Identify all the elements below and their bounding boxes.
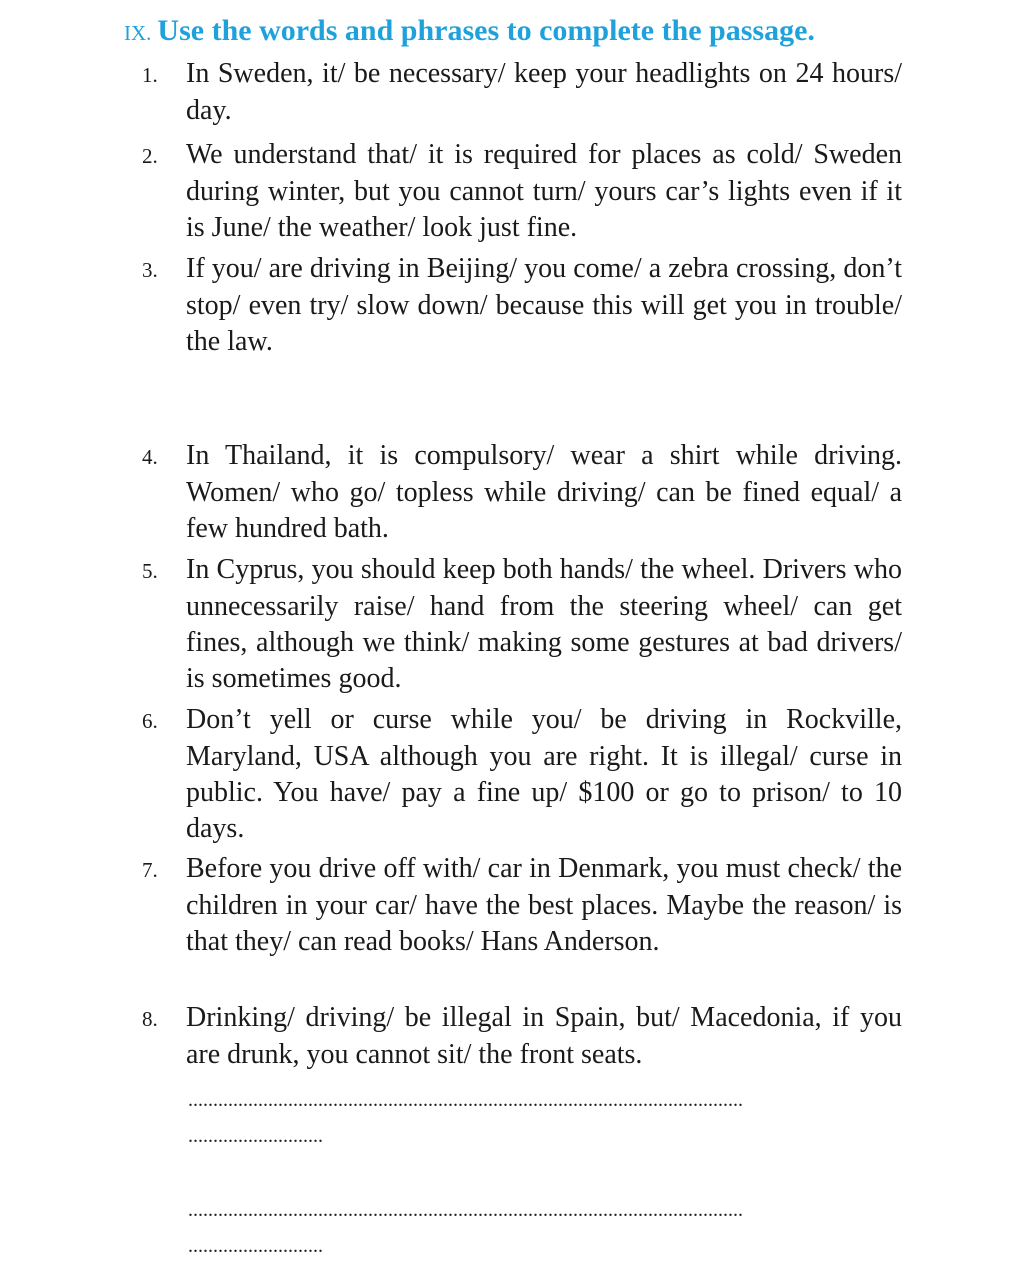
item-number: 4. — [142, 445, 158, 469]
item-text: In Sweden, it/ be necessary/ keep your headlights on 24 hours/ day. — [186, 58, 902, 126]
answer-line[interactable]: ........................... — [188, 1126, 323, 1146]
list-item — [142, 251, 902, 360]
answer-line[interactable]: ............................................................................................................... — [188, 1200, 743, 1220]
list-item — [142, 1000, 902, 1073]
item-text: Drinking/ driving/ be illegal in Spain, but/ Macedonia, if you are drunk, you cannot sit/ the front seats. — [186, 1002, 902, 1070]
item-number: 5. — [142, 559, 158, 583]
item-text: We understand that/ it is required for places as cold/ Sweden during winter, but you cannot turn/ yours car’s lights even if it is June/ the weather/ look just fine. — [186, 139, 902, 243]
answer-line[interactable]: ........................... — [188, 1236, 323, 1256]
list-item — [142, 137, 902, 246]
item-number: 7. — [142, 858, 158, 882]
item-number: 6. — [142, 709, 158, 733]
item-number: 2. — [142, 144, 158, 168]
list-item — [142, 552, 902, 697]
item-text: In Cyprus, you should keep both hands/ the wheel. Drivers who unnecessarily raise/ hand from the steering wheel/ can get fines, although we think/ making some gestures at bad drivers/ is sometimes good. — [186, 554, 902, 694]
item-text: If you/ are driving in Beijing/ you come/ a zebra crossing, don’t stop/ even try/ slow down/ because this will get you in trouble/ the law. — [186, 253, 902, 357]
item-text: Don’t yell or curse while you/ be driving in Rockville, Maryland, USA although you are right. It is illegal/ curse in public. You have/ pay a fine up/ $100 or go to prison/ to 10 days. — [186, 704, 902, 844]
item-text: Before you drive off with/ car in Denmark, you must check/ the children in your car/ have the best places. Maybe the reason/ is that they/ can read books/ Hans Anderson. — [186, 853, 902, 957]
list-item — [142, 438, 902, 547]
item-number: 3. — [142, 258, 158, 282]
list-item — [142, 851, 902, 960]
list-item — [142, 56, 902, 129]
exercise-title: Use the words and phrases to complete the passage. — [157, 14, 815, 47]
item-text: In Thailand, it is compulsory/ wear a shirt while driving. Women/ who go/ topless while driving/ can be fined equal/ a few hundred bath. — [186, 440, 902, 544]
exercise-number: IX. — [124, 21, 152, 45]
list-item — [142, 702, 902, 847]
item-number: 1. — [142, 63, 158, 87]
answer-line[interactable]: ............................................................................................................... — [188, 1090, 743, 1110]
exercise-heading — [124, 12, 815, 52]
item-number: 8. — [142, 1007, 158, 1031]
